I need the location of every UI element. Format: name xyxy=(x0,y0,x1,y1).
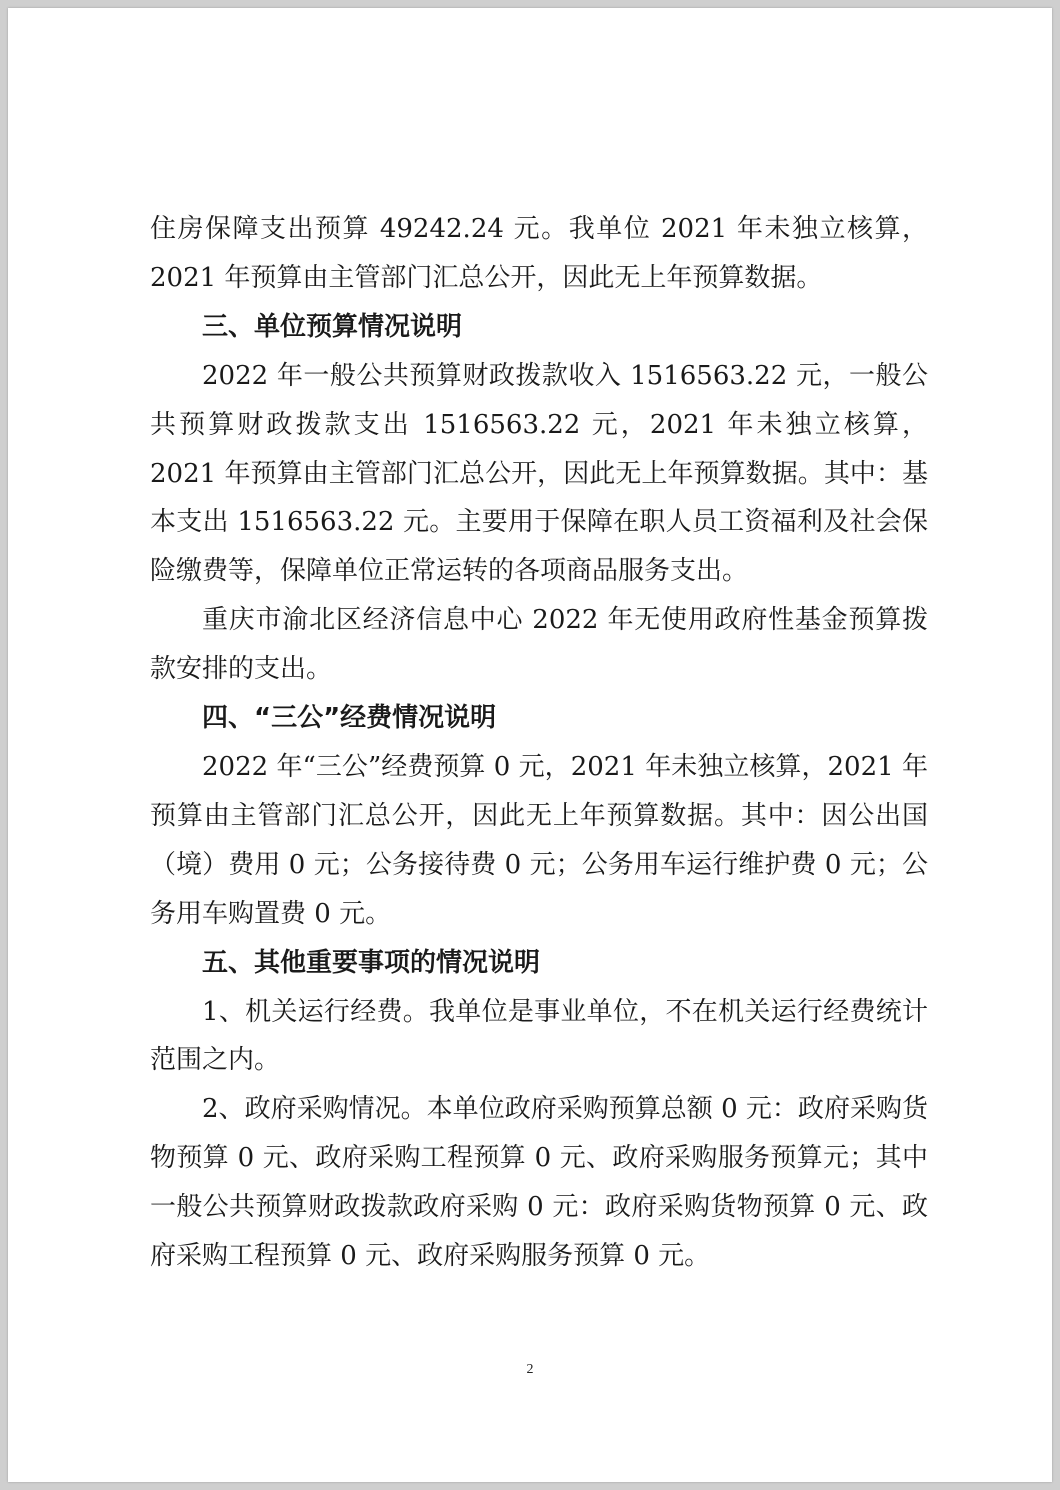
document-page xyxy=(8,8,1052,1482)
paragraph-continuation: 住房保障支出预算 49242.24 元。我单位 2021 年未独立核算，2021 年预算由主管部门汇总公开，因此无上年预算数据。 xyxy=(150,214,928,293)
page-number: 2 xyxy=(526,1362,534,1377)
section-heading-unit-budget: 三、单位预算情况说明 xyxy=(202,311,463,342)
document-body xyxy=(150,205,928,1281)
section-heading-three-public: 四、“三公”经费情况说明 xyxy=(202,703,497,734)
paragraph-government-fund: 重庆市渝北区经济信息中心 2022 年无使用政府性基金预算拨款安排的支出。 xyxy=(150,605,928,685)
paragraph-operating-expenses: 1、机关运行经费。我单位是事业单位，不在机关运行经费统计范围之内。 xyxy=(150,996,928,1076)
paragraph-procurement: 2、政府采购情况。本单位政府采购预算总额 0 元：政府采购货物预算 0 元、政府采购工程预算 0 元、政府采购服务预算元；其中一般公共预算财政拨款政府采购 0 元：政府采购货物预算 0 元、政府采购工程预算 0 元、政府采购服务预算 0 元。 xyxy=(150,1094,928,1272)
paragraph-three-public: 2022 年“三公”经费预算 0 元，2021 年未独立核算，2021 年预算由主管部门汇总公开，因此无上年预算数据。其中：因公出国（境）费用 0 元；公务接待费 0 元；公务用车运行维护费 0 元；公务用车购置费 0 元。 xyxy=(150,751,928,929)
section-heading-other-matters: 五、其他重要事项的情况说明 xyxy=(202,947,541,978)
paragraph-unit-budget: 2022 年一般公共预算财政拨款收入 1516563.22 元，一般公共预算财政拨款支出 1516563.22 元，2021 年未独立核算，2021 年预算由主管部门汇总公开，因此无上年预算数据。其中：基本支出 1516563.22 元。主要用于保障在职人员工资福利及社会保险缴费等，保障单位正常运转的各项商品服务支出。 xyxy=(150,360,928,587)
